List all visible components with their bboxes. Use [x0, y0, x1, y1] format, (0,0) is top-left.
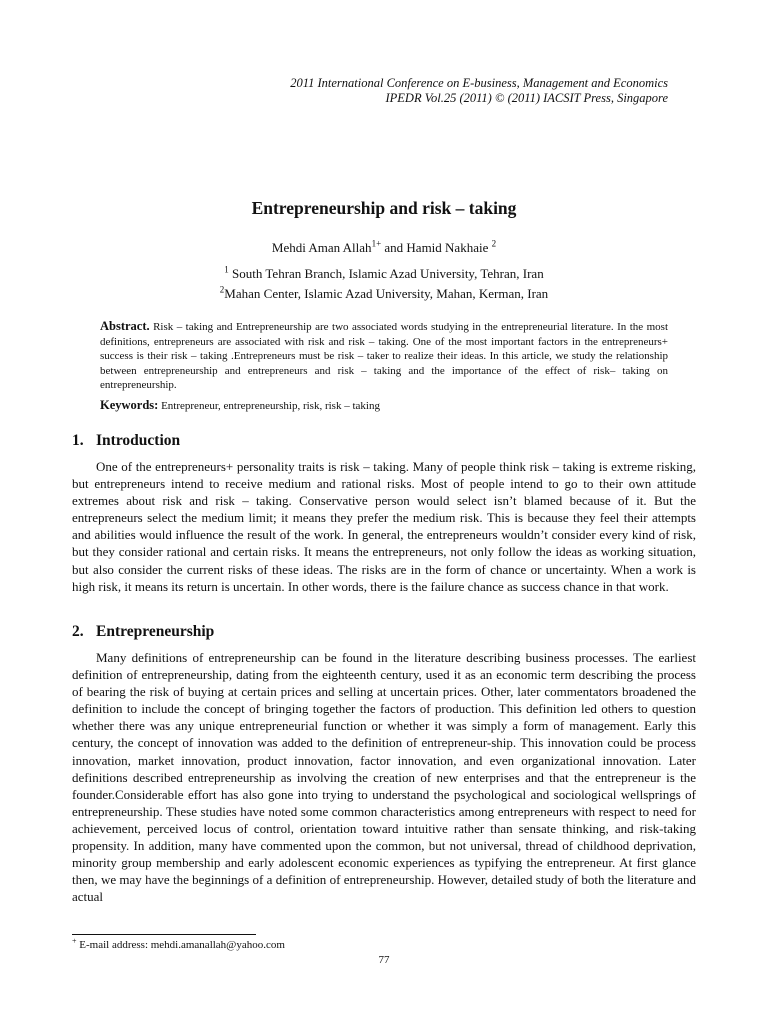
abstract-text: Risk – taking and Entrepreneurship are two associated words studying in the entrepreneurial literature. In the most definitions, entrepreneurs are associated with risk and risk – taking. One of the most important factors in the entrepreneurs+ success is their risk – taking .Entrepreneurs must be risk – taker to realize their ideas. In this article, we study the relationship between entrepreneurship and entrepreneurs and risk – taking and the importance of the effect of risk– taking on entrepreneurship. [100, 321, 668, 391]
abstract [100, 319, 668, 393]
footnote-marker: + [72, 936, 77, 946]
affiliation-1-text: South Tehran Branch, Islamic Azad University, Tehran, Iran [228, 266, 544, 281]
section-title: Introduction [96, 432, 181, 449]
author-connector: and Hamid Nakhaie [381, 240, 492, 255]
footnote [72, 936, 285, 951]
affiliation-1 [0, 264, 768, 284]
page-number: 77 [378, 954, 390, 966]
affiliation-2 [0, 284, 768, 304]
author-2-marker: 2 [491, 238, 497, 249]
author-1-marker: 1+ [371, 238, 382, 249]
conference-header [290, 76, 668, 106]
footnote-text: E-mail address: mehdi.amanallah@yahoo.com [76, 939, 285, 951]
journal-citation: IPEDR Vol.25 (2011) © (2011) IACSIT Press, Singapore [385, 91, 668, 105]
conference-name: 2011 International Conference on E-business, Management and Economics [290, 76, 668, 90]
footnote-divider [72, 934, 256, 935]
abstract-label: Abstract. [100, 319, 150, 333]
author-1: Mehdi Aman Allah [271, 240, 372, 255]
paper-title: Entrepreneurship and risk – taking [251, 198, 517, 218]
keywords-label: Keywords: [100, 398, 159, 412]
keywords [100, 398, 668, 413]
affiliation-2-text: Mahan Center, Islamic Azad University, Mahan, Kerman, Iran [224, 286, 549, 301]
author-line [0, 240, 768, 256]
section-title: Entrepreneurship [96, 623, 215, 640]
affiliation-1-marker: 1 [224, 264, 229, 275]
section-heading-introduction [72, 432, 180, 450]
keywords-text: Entrepreneur, entrepreneurship, risk, risk – taking [158, 400, 380, 412]
introduction-paragraph: One of the entrepreneurs+ personality traits is risk – taking. Many of people think risk – taking is extreme risking, but entrepreneurs intend to receive medium and rational risks. Most of people intend to go to their own attitude extremes about risk and risk – taking. Conservative person would select isn’t blamed because of it. But the entrepreneurs select the medium limit; it means they prefer the medium risk. This is because they feel their attempts and abilities would influence the result of the work. In general, the entrepreneurs wouldn’t consider every kind of risk, but they consider rational and certain risks. It means the entrepreneurs, not only follow the ideas as working situation, but also consider the current risks of these ideas. The risks are in the form of chance or uncertainty. When a work is high risk, it means its return is uncertain. In other words, there is the failure chance as success chance in that work. [72, 459, 696, 594]
affiliations [0, 264, 768, 304]
affiliation-2-marker: 2 [219, 284, 225, 295]
section-heading-entrepreneurship [72, 623, 214, 641]
entrepreneurship-paragraph: Many definitions of entrepreneurship can be found in the literature describing business processes. The earliest definition of entrepreneurship, dating from the eighteenth century, used it as an economic term describing the process of bearing the risk of buying at certain prices and selling at uncertain prices. Other, later commentators broadened the definition to include the concept of bringing together the factors of production. This definition led others to question whether there was any unique entrepreneurial function or whether it was simply a form of management. Early this century, the concept of innovation was added to the definition of entrepreneur-ship. This innovation could be process innovation, market innovation, product innovation, factor innovation, and even organizational innovation. Later definitions described entrepreneurship as involving the creation of new enterprises and that the entrepreneur is the founder.Considerable effort has also gone into trying to understand the psychological and sociological wellsprings of entrepreneurship. These studies have noted some common characteristics among entrepreneurs with respect to need for achievement, perceived locus of control, orientation toward intuitive rather than sensate thinking, and risk-taking propensity. In addition, many have commented upon the common, but not universal, thread of childhood deprivation, minority group membership and early adolescent economic experiences as typifying the entrepreneur. At first glance then, we may have the beginnings of a definition of entrepreneurship. However, detailed study of both the literature and actual [72, 650, 696, 905]
section-number: 1. [72, 432, 84, 449]
section-number: 2. [72, 623, 84, 640]
